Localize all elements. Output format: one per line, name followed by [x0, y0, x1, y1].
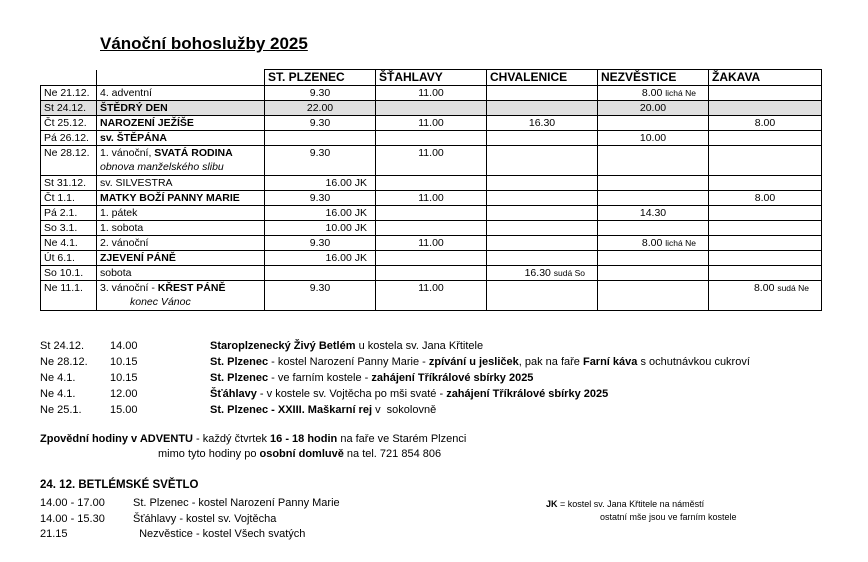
time-cell [487, 206, 598, 221]
time-cell [487, 176, 598, 191]
bethlehem-light-list [40, 496, 340, 543]
row-date: Čt 1.1. [41, 191, 97, 206]
time-cell: 14.30 [598, 206, 709, 221]
column-header: ŽAKAVA [709, 70, 822, 86]
row-label: 3. vánoční - KŘEST PÁNĚ konec Vánoc [97, 281, 265, 311]
table-row [41, 101, 822, 116]
row-date: Út 6.1. [41, 251, 97, 266]
time-cell: 11.00 [376, 191, 487, 206]
time-cell [598, 146, 709, 176]
row-label: 1. sobota [97, 221, 265, 236]
time-cell: 8.00 sudá Ne [709, 281, 822, 311]
time-cell [376, 176, 487, 191]
time-cell [487, 281, 598, 311]
row-label: 4. adventní [97, 86, 265, 101]
row-label: sv. ŠTĚPÁNA [97, 131, 265, 146]
schedule-table [40, 69, 822, 311]
time-cell [487, 146, 598, 176]
time-cell [598, 251, 709, 266]
row-date: Ne 21.12. [41, 86, 97, 101]
table-row [41, 116, 822, 131]
row-date: Ne 4.1. [41, 236, 97, 251]
time-cell [709, 236, 822, 251]
time-cell [376, 206, 487, 221]
table-row [41, 131, 822, 146]
time-cell [709, 146, 822, 176]
time-cell: 8.00 lichá Ne [598, 236, 709, 251]
table-row [41, 251, 822, 266]
table-row [41, 221, 822, 236]
time-cell [598, 176, 709, 191]
event-description: St. Plzenec - kostel Narození Panny Marie - zpívání u jesliček, pak na faře Farní káva s ochutnávkou cukroví [210, 356, 750, 368]
event-item: Ne 4.1. 10.15 St. Plzenec - ve farním kostele - zahájení Tříkrálové sbírky 2025 [40, 372, 534, 384]
time-cell: 16.00 JK [265, 206, 376, 221]
time-cell: 9.30 [265, 191, 376, 206]
row-date: Pá 26.12. [41, 131, 97, 146]
row-date: So 3.1. [41, 221, 97, 236]
time-cell: 9.30 [265, 86, 376, 101]
table-row [41, 86, 822, 101]
time-cell [376, 101, 487, 116]
row-label: ŠTĚDRÝ DEN [97, 101, 265, 116]
row-date: So 10.1. [41, 266, 97, 281]
row-date: Čt 25.12. [41, 116, 97, 131]
time-cell [487, 221, 598, 236]
time-cell [709, 176, 822, 191]
event-description: St. Plzenec - XXIII. Maškarní rej v sokolovně [210, 404, 437, 416]
time-cell [709, 251, 822, 266]
table-row [41, 191, 822, 206]
column-header: ŠŤAHLAVY [376, 70, 487, 86]
notes: JK = kostel sv. Jana Křtitele na náměstí ostatní mše jsou ve farním kostele [546, 499, 737, 522]
time-cell: 8.00 lichá Ne [598, 86, 709, 101]
row-date: St 24.12. [41, 101, 97, 116]
time-cell [376, 266, 487, 281]
time-cell [487, 191, 598, 206]
time-cell: 11.00 [376, 146, 487, 176]
table-row [41, 206, 822, 221]
time-cell [376, 221, 487, 236]
time-cell [598, 281, 709, 311]
column-header: ST. PLZENEC [265, 70, 376, 86]
row-date: Ne 11.1. [41, 281, 97, 311]
row-label: NAROZENÍ JEŽÍŠE [97, 116, 265, 131]
time-cell: 9.30 [265, 236, 376, 251]
time-cell [487, 101, 598, 116]
row-sublabel: obnova manželského slibu [100, 161, 224, 173]
event-description: Staroplzenecký Živý Betlém u kostela sv. Jana Křtitele [210, 340, 484, 352]
time-cell [487, 86, 598, 101]
row-date: Ne 28.12. [41, 146, 97, 176]
time-cell [265, 131, 376, 146]
row-label: 1. pátek [97, 206, 265, 221]
bethlehem-light-title: 24. 12. BETLÉMSKÉ SVĚTLO [40, 479, 199, 491]
time-cell [709, 131, 822, 146]
light-item: 14.00 - 15.30 Šťáhlavy - kostel sv. Vojtěcha [40, 512, 277, 525]
column-header: NEZVĚSTICE [598, 70, 709, 86]
time-cell: 9.30 [265, 116, 376, 131]
time-cell [265, 266, 376, 281]
time-cell: 11.00 [376, 116, 487, 131]
row-date: Pá 2.1. [41, 206, 97, 221]
row-label: MATKY BOŽÍ PANNY MARIE [97, 191, 265, 206]
row-label: 1. vánoční, SVATÁ RODINA obnova manželského slibu [97, 146, 265, 176]
time-cell: 9.30 [265, 281, 376, 311]
time-cell: 8.00 [709, 191, 822, 206]
table-row [41, 266, 822, 281]
time-cell [709, 86, 822, 101]
event-item: Ne 4.1. 12.00 Šťáhlavy - v kostele sv. Vojtěcha po mši svaté - zahájení Tříkrálové sbírky 2025 [40, 388, 609, 400]
table-row [41, 236, 822, 251]
events-list [40, 338, 750, 418]
page-title: Vánoční bohoslužby 2025 [100, 34, 308, 53]
time-cell [487, 131, 598, 146]
time-cell: 16.30 sudá So [487, 266, 598, 281]
table-header-row [41, 70, 822, 86]
time-cell: 16.00 JK [265, 251, 376, 266]
row-label: ZJEVENÍ PÁNĚ [97, 251, 265, 266]
time-cell: 11.00 [376, 86, 487, 101]
time-cell [709, 266, 822, 281]
time-cell: 9.30 [265, 146, 376, 176]
event-description: St. Plzenec - ve farním kostele - zahájení Tříkrálové sbírky 2025 [210, 372, 534, 384]
event-item: Ne 25.1. 15.00 St. Plzenec - XXIII. Maškarní rej v sokolovně [40, 404, 437, 416]
time-cell: 10.00 JK [265, 221, 376, 236]
time-cell [487, 251, 598, 266]
time-cell [598, 266, 709, 281]
time-cell [598, 116, 709, 131]
time-cell: 11.00 [376, 281, 487, 311]
table-row [41, 281, 822, 311]
row-label: sobota [97, 266, 265, 281]
row-label: 2. vánoční [97, 236, 265, 251]
time-cell [709, 206, 822, 221]
event-item: St 24.12. 14.00 Staroplzenecký Živý Betlém u kostela sv. Jana Křtitele [40, 340, 484, 352]
event-item: Ne 28.12. 10.15 St. Plzenec - kostel Narození Panny Marie - zpívání u jesliček, pak na faře Farní káva s ochutnávkou cukroví [40, 356, 750, 368]
column-header: CHVALENICE [487, 70, 598, 86]
event-description: Šťáhlavy - v kostele sv. Vojtěcha po mši svaté - zahájení Tříkrálové sbírky 2025 [210, 388, 609, 400]
time-cell [376, 131, 487, 146]
time-cell [598, 221, 709, 236]
time-cell: 11.00 [376, 236, 487, 251]
time-cell [709, 221, 822, 236]
light-item: 21.15 Nezvěstice - kostel Všech svatých [40, 528, 306, 540]
time-cell [598, 191, 709, 206]
time-cell [709, 101, 822, 116]
time-cell [487, 236, 598, 251]
time-cell: 8.00 [709, 116, 822, 131]
confession-info: Zpovědní hodiny v ADVENTU - každý čtvrtek 16 - 18 hodin na faře ve Starém Plzenci mimo tyto hodiny po osobní domluvě na tel. 721 854 806 [40, 433, 467, 460]
table-row [41, 176, 822, 191]
time-cell: 16.30 [487, 116, 598, 131]
table-row [41, 146, 822, 176]
time-cell: 20.00 [598, 101, 709, 116]
row-sublabel: konec Vánoc [130, 296, 191, 308]
row-date: St 31.12. [41, 176, 97, 191]
time-cell: 10.00 [598, 131, 709, 146]
time-cell: 16.00 JK [265, 176, 376, 191]
light-item: 14.00 - 17.00 St. Plzenec - kostel Narození Panny Marie [40, 497, 340, 509]
row-label: sv. SILVESTRA [97, 176, 265, 191]
time-cell: 22.00 [265, 101, 376, 116]
time-cell [376, 251, 487, 266]
